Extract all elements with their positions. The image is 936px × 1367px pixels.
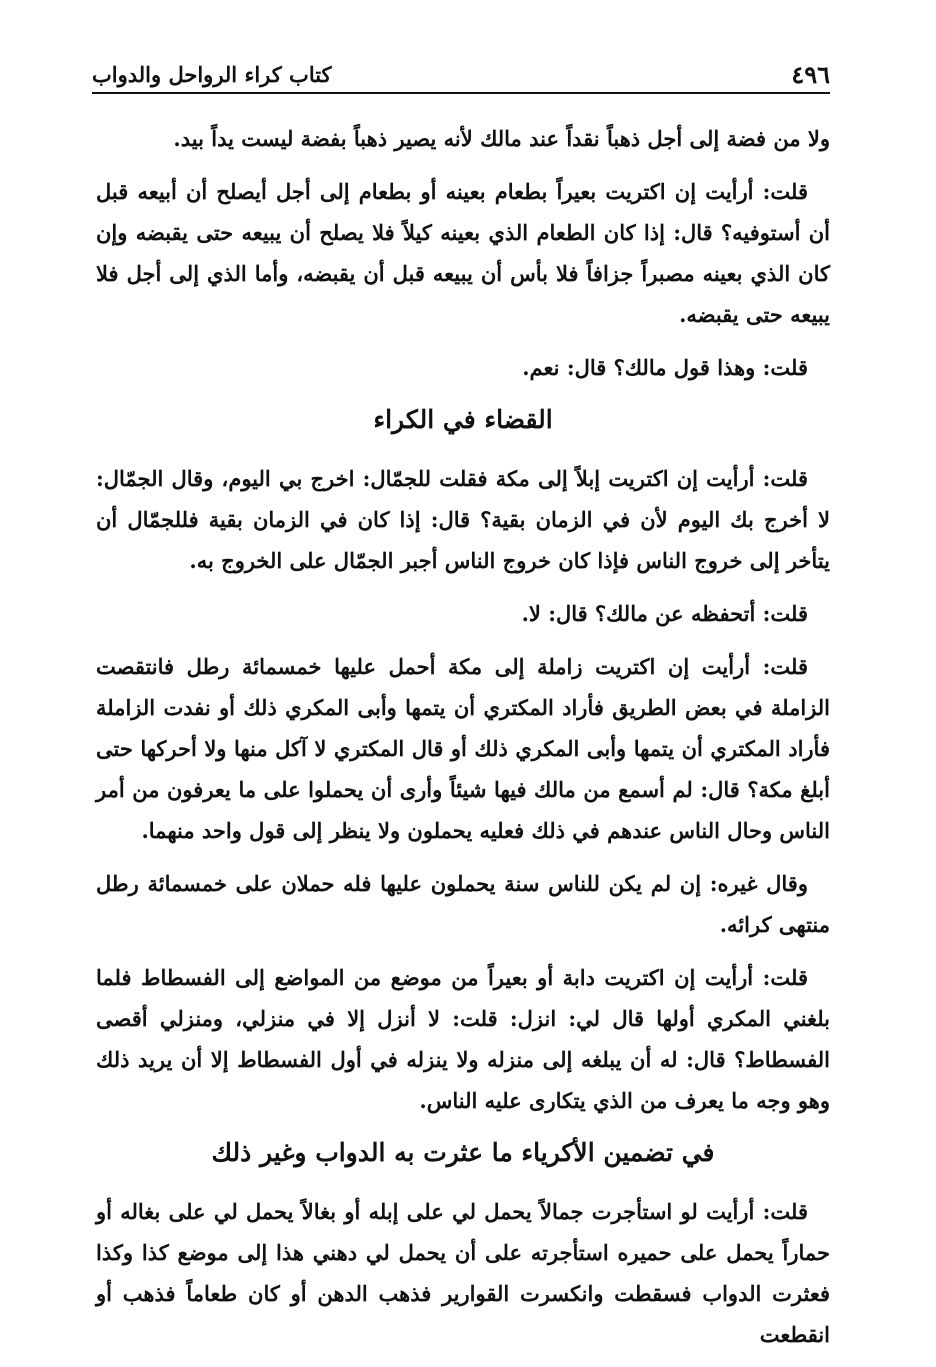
book-title: كتاب كراء الرواحل والدواب [92, 62, 332, 87]
paragraph: قلت: وهذا قول مالك؟ قال: نعم. [522, 355, 808, 380]
paragraph: قلت: أرأيت إن اكتريت إبلاً إلى مكة فقلت للجمّال: اخرج بي اليوم، وقال الجمّال: لا أخرج بك اليوم لأن في الزمان بقية؟ قال: إذا كان في الزمان بقية فللجمّال أن يتأخر إلى خروج الناس فإذا كان خروج الناس أجبر الجمّال على الخروج به. [96, 466, 830, 573]
paragraph: قلت: أتحفظه عن مالك؟ قال: لا. [521, 601, 808, 626]
paragraph: ولا من فضة إلى أجل ذهباً نقداً عند مالك لأنه يصير ذهباً بفضة ليست يداً بيد. [173, 126, 830, 151]
section-heading: في تضمين الأكرياء ما عثرت به الدواب وغير ذلك [211, 1138, 715, 1167]
running-header [92, 52, 830, 94]
paragraph: وقال غيره: إن لم يكن للناس سنة يحملون عليها فله حملان على خمسمائة رطل منتهى كرائه. [96, 871, 830, 937]
page-number: ٤٩٦ [791, 60, 830, 89]
body-text [96, 118, 830, 1367]
paragraph: قلت: أرأيت إن اكتريت بعيراً بطعام بعينه أو بطعام إلى أجل أيصلح أن أبيعه قبل أن أستوفيه؟ قال: إذا كان الطعام الذي بعينه كيلاً فلا يصلح أن يبيعه حتى يقبضه وإن كان الذي بعينه مصبراً جزافاً فلا بأس أن يبيعه قبل أن يقبضه، وأما الذي إلى أجل فلا يبيعه حتى يقبضه. [96, 179, 830, 327]
paragraph: قلت: أرأيت إن اكتريت دابة أو بعيراً من موضع من المواضع إلى الفسطاط فلما بلغني المكري أولها قال لي: انزل: قلت: لا أنزل إلا في منزلي، ومنزلي أقصى الفسطاط؟ قال: له أن يبلغه إلى منزله ولا ينزله في أول الفسطاط إلا أن يريد ذلك وهو وجه ما يعرف من الذي يتكارى عليه الناس. [96, 965, 830, 1113]
paragraph: قلت: أرأيت لو استأجرت جمالاً يحمل لي على إبله أو بغالاً يحمل لي على بغاله أو حماراً يحمل على حميره استأجرته على أن يحمل لي دهني هذا إلى موضع كذا وكذا فعثرت الدواب فسقطت وانكسرت القوارير فذهب الدهن أو كان طعاماً فذهب أو انقطعت [96, 1199, 830, 1347]
paragraph: قلت: أرأيت إن اكتريت زاملة إلى مكة أحمل عليها خمسمائة رطل فانتقصت الزاملة في بعض الطريق فأراد المكتري أن يتمها وأبى المكري ذلك أو نفدت الزاملة فأراد المكتري أن يتمها وأبى المكري ذلك أو قال المكتري لا آكل منها ولا أحركها حتى أبلغ مكة؟ قال: لم أسمع من مالك فيها شيئاً وأرى أن يحملوا على ما يعرفون من أمر الناس وحال الناس عندهم في ذلك فعليه يحملون ولا ينظر إلى قول واحد منهما. [96, 654, 830, 843]
section-heading: القضاء في الكراء [373, 405, 553, 434]
